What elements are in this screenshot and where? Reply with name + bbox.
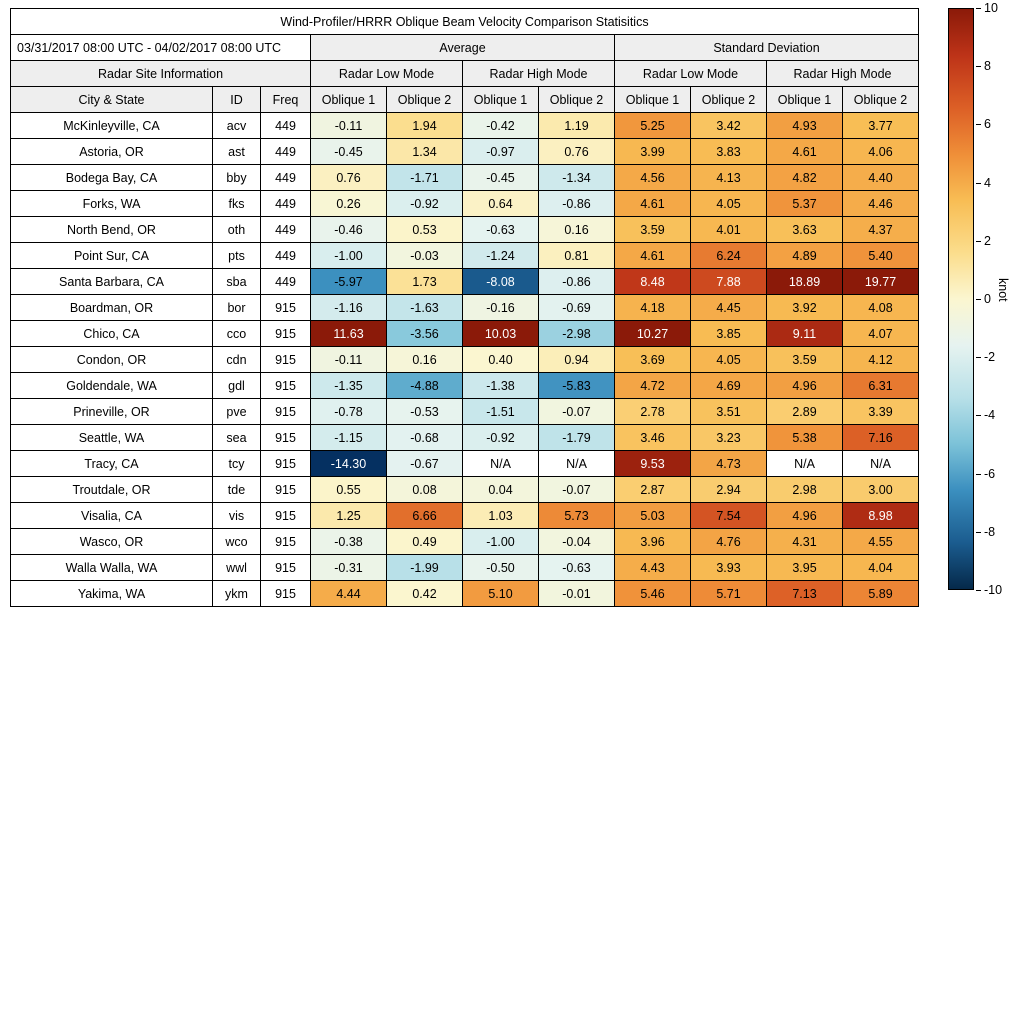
cell-value: 4.89 [767, 243, 843, 269]
cell-id: pve [213, 399, 261, 425]
cell-freq: 915 [261, 581, 311, 607]
cell-value: 3.39 [843, 399, 919, 425]
cell-city: Troutdale, OR [11, 477, 213, 503]
cell-value: 6.31 [843, 373, 919, 399]
cell-value: 4.18 [615, 295, 691, 321]
colorbar-tick-mark [976, 357, 981, 358]
colorbar-tick-mark [976, 532, 981, 533]
cell-value: 4.93 [767, 113, 843, 139]
column-header-oblique-2-1: Oblique 2 [387, 87, 463, 113]
cell-value: -0.50 [463, 555, 539, 581]
cell-city: Prineville, OR [11, 399, 213, 425]
table-row [11, 295, 919, 321]
cell-value: 0.53 [387, 217, 463, 243]
group-standard-deviation: Standard Deviation [615, 35, 919, 61]
cell-value: 4.46 [843, 191, 919, 217]
cell-value: 3.92 [767, 295, 843, 321]
cell-value: -1.71 [387, 165, 463, 191]
cell-value: -0.92 [387, 191, 463, 217]
colorbar-tick-label: 8 [984, 59, 991, 74]
table-row [11, 243, 919, 269]
group-radar-site-information: Radar Site Information [11, 61, 311, 87]
cell-freq: 449 [261, 269, 311, 295]
cell-value: 0.49 [387, 529, 463, 555]
cell-value: -1.51 [463, 399, 539, 425]
cell-value: 4.01 [691, 217, 767, 243]
cell-value: -0.78 [311, 399, 387, 425]
cell-value: 3.99 [615, 139, 691, 165]
cell-value: 4.04 [843, 555, 919, 581]
cell-value: -0.31 [311, 555, 387, 581]
cell-freq: 915 [261, 399, 311, 425]
subgroup-stddev-low-mode: Radar Low Mode [615, 61, 767, 87]
cell-value: 2.98 [767, 477, 843, 503]
table-row [11, 217, 919, 243]
cell-city: Condon, OR [11, 347, 213, 373]
cell-value: -0.11 [311, 347, 387, 373]
cell-value: 8.98 [843, 503, 919, 529]
table-row [11, 113, 919, 139]
table-row [11, 581, 919, 607]
cell-freq: 449 [261, 113, 311, 139]
cell-value: 10.03 [463, 321, 539, 347]
cell-value: 0.94 [539, 347, 615, 373]
table-header-row [11, 87, 919, 113]
colorbar-gradient [948, 8, 974, 590]
cell-value: -0.67 [387, 451, 463, 477]
cell-value: 4.08 [843, 295, 919, 321]
cell-value: 0.26 [311, 191, 387, 217]
statistics-table-body [11, 9, 919, 607]
cell-value: 11.63 [311, 321, 387, 347]
cell-value: 2.89 [767, 399, 843, 425]
cell-value: 3.63 [767, 217, 843, 243]
cell-value: 4.61 [615, 243, 691, 269]
cell-value: -0.46 [311, 217, 387, 243]
cell-value: -4.88 [387, 373, 463, 399]
cell-id: bor [213, 295, 261, 321]
colorbar-tick-label: -2 [984, 350, 996, 365]
subgroup-average-high-mode: Radar High Mode [463, 61, 615, 87]
cell-city: Tracy, CA [11, 451, 213, 477]
table-group-row-2 [11, 61, 919, 87]
cell-city: Boardman, OR [11, 295, 213, 321]
column-header-oblique-1-0: Oblique 1 [311, 87, 387, 113]
cell-value: 4.05 [691, 191, 767, 217]
cell-id: wco [213, 529, 261, 555]
column-header-city: City & State [11, 87, 213, 113]
cell-value: 4.61 [615, 191, 691, 217]
cell-id: pts [213, 243, 261, 269]
column-header-oblique-1-2: Oblique 1 [463, 87, 539, 113]
column-header-oblique-1-4: Oblique 1 [615, 87, 691, 113]
table-row [11, 165, 919, 191]
cell-value: 3.00 [843, 477, 919, 503]
statistics-table [10, 8, 919, 607]
cell-value: 4.76 [691, 529, 767, 555]
cell-id: tcy [213, 451, 261, 477]
cell-value: 3.77 [843, 113, 919, 139]
colorbar [948, 1, 1018, 598]
cell-value: -0.38 [311, 529, 387, 555]
cell-value: -0.45 [311, 139, 387, 165]
cell-value: -1.34 [539, 165, 615, 191]
colorbar-tick-label: -6 [984, 466, 996, 481]
cell-value: 3.69 [615, 347, 691, 373]
cell-value: 3.93 [691, 555, 767, 581]
cell-value: 4.96 [767, 503, 843, 529]
cell-value: 5.10 [463, 581, 539, 607]
cell-value: -0.04 [539, 529, 615, 555]
statistics-table-container [10, 8, 919, 607]
cell-value: 2.78 [615, 399, 691, 425]
cell-value: 1.19 [539, 113, 615, 139]
cell-value: 0.55 [311, 477, 387, 503]
cell-value: 2.94 [691, 477, 767, 503]
cell-value: -1.00 [311, 243, 387, 269]
cell-value: 0.04 [463, 477, 539, 503]
colorbar-tick-mark [976, 124, 981, 125]
colorbar-tick-label: -10 [984, 583, 1003, 597]
cell-freq: 915 [261, 425, 311, 451]
cell-value: 5.03 [615, 503, 691, 529]
cell-value: -1.79 [539, 425, 615, 451]
cell-value: -0.86 [539, 269, 615, 295]
colorbar-tick-label: 2 [984, 233, 991, 248]
cell-value: 19.77 [843, 269, 919, 295]
cell-value: 8.48 [615, 269, 691, 295]
cell-value: -0.45 [463, 165, 539, 191]
colorbar-tick-mark [976, 299, 981, 300]
cell-freq: 449 [261, 217, 311, 243]
cell-freq: 449 [261, 165, 311, 191]
table-row [11, 555, 919, 581]
cell-value: -1.38 [463, 373, 539, 399]
cell-value: 5.71 [691, 581, 767, 607]
cell-value: 0.16 [539, 217, 615, 243]
cell-value: 3.59 [767, 347, 843, 373]
cell-value: -0.07 [539, 477, 615, 503]
cell-value: 3.59 [615, 217, 691, 243]
cell-value: -0.42 [463, 113, 539, 139]
cell-value: 1.73 [387, 269, 463, 295]
cell-value: N/A [539, 451, 615, 477]
colorbar-tick-label: 0 [984, 292, 991, 306]
cell-city: Goldendale, WA [11, 373, 213, 399]
cell-value: 1.94 [387, 113, 463, 139]
table-row [11, 373, 919, 399]
cell-value: 0.76 [539, 139, 615, 165]
cell-city: North Bend, OR [11, 217, 213, 243]
column-header-freq: Freq [261, 87, 311, 113]
cell-freq: 915 [261, 451, 311, 477]
table-row [11, 321, 919, 347]
cell-value: -3.56 [387, 321, 463, 347]
column-header-id: ID [213, 87, 261, 113]
cell-value: 3.96 [615, 529, 691, 555]
cell-value: 1.25 [311, 503, 387, 529]
cell-value: 6.66 [387, 503, 463, 529]
cell-value: 4.06 [843, 139, 919, 165]
cell-value: N/A [767, 451, 843, 477]
cell-value: -1.16 [311, 295, 387, 321]
cell-value: 4.05 [691, 347, 767, 373]
cell-value: 5.89 [843, 581, 919, 607]
cell-value: -5.83 [539, 373, 615, 399]
cell-value: -8.08 [463, 269, 539, 295]
cell-freq: 915 [261, 295, 311, 321]
cell-value: 4.72 [615, 373, 691, 399]
colorbar-tick-mark [976, 66, 981, 67]
cell-freq: 449 [261, 139, 311, 165]
table-row [11, 139, 919, 165]
cell-value: -1.35 [311, 373, 387, 399]
cell-value: 4.12 [843, 347, 919, 373]
table-row [11, 347, 919, 373]
cell-value: 4.45 [691, 295, 767, 321]
cell-value: 5.38 [767, 425, 843, 451]
cell-value: 3.51 [691, 399, 767, 425]
cell-value: 4.61 [767, 139, 843, 165]
colorbar-tick-label: -4 [984, 408, 996, 423]
cell-freq: 915 [261, 373, 311, 399]
cell-freq: 915 [261, 529, 311, 555]
table-row [11, 425, 919, 451]
cell-freq: 915 [261, 347, 311, 373]
cell-value: -1.63 [387, 295, 463, 321]
cell-value: -2.98 [539, 321, 615, 347]
cell-value: -0.86 [539, 191, 615, 217]
cell-freq: 915 [261, 477, 311, 503]
cell-id: sea [213, 425, 261, 451]
cell-value: 4.56 [615, 165, 691, 191]
cell-value: 0.42 [387, 581, 463, 607]
cell-id: tde [213, 477, 261, 503]
cell-value: -0.07 [539, 399, 615, 425]
cell-id: bby [213, 165, 261, 191]
cell-freq: 449 [261, 191, 311, 217]
cell-value: -1.15 [311, 425, 387, 451]
colorbar-tick-label: 10 [984, 1, 998, 15]
cell-value: 0.08 [387, 477, 463, 503]
table-row [11, 451, 919, 477]
cell-value: -0.69 [539, 295, 615, 321]
cell-value: 0.16 [387, 347, 463, 373]
cell-value: 6.24 [691, 243, 767, 269]
cell-id: acv [213, 113, 261, 139]
cell-value: 5.37 [767, 191, 843, 217]
cell-city: Wasco, OR [11, 529, 213, 555]
cell-value: -0.01 [539, 581, 615, 607]
cell-city: Astoria, OR [11, 139, 213, 165]
cell-value: -0.11 [311, 113, 387, 139]
cell-value: 7.13 [767, 581, 843, 607]
table-row [11, 477, 919, 503]
colorbar-tick-label: 4 [984, 175, 991, 190]
cell-id: wwl [213, 555, 261, 581]
cell-value: 4.69 [691, 373, 767, 399]
table-title-row [11, 9, 919, 35]
colorbar-tick-mark [976, 8, 981, 9]
cell-value: 0.81 [539, 243, 615, 269]
subgroup-stddev-high-mode: Radar High Mode [767, 61, 919, 87]
cell-value: 4.40 [843, 165, 919, 191]
table-row [11, 269, 919, 295]
colorbar-tick-label: -8 [984, 524, 996, 539]
cell-value: -0.03 [387, 243, 463, 269]
cell-value: 3.42 [691, 113, 767, 139]
column-header-oblique-2-5: Oblique 2 [691, 87, 767, 113]
cell-value: 4.73 [691, 451, 767, 477]
cell-value: -0.63 [539, 555, 615, 581]
cell-value: -14.30 [311, 451, 387, 477]
cell-city: Bodega Bay, CA [11, 165, 213, 191]
figure-title: Wind-Profiler/HRRR Oblique Beam Velocity Comparison Statisitics [11, 9, 919, 35]
cell-freq: 915 [261, 321, 311, 347]
cell-freq: 915 [261, 555, 311, 581]
cell-value: 0.76 [311, 165, 387, 191]
colorbar-tick-mark [976, 474, 981, 475]
cell-value: -5.97 [311, 269, 387, 295]
table-row [11, 529, 919, 555]
cell-value: -0.68 [387, 425, 463, 451]
cell-city: McKinleyville, CA [11, 113, 213, 139]
colorbar-axis-label: knot [996, 278, 1010, 302]
cell-city: Visalia, CA [11, 503, 213, 529]
cell-value: 1.03 [463, 503, 539, 529]
cell-city: Walla Walla, WA [11, 555, 213, 581]
period-label: 03/31/2017 08:00 UTC - 04/02/2017 08:00 UTC [11, 35, 311, 61]
table-row [11, 503, 919, 529]
cell-value: -0.16 [463, 295, 539, 321]
group-average: Average [311, 35, 615, 61]
colorbar-tick-mark [976, 241, 981, 242]
cell-id: fks [213, 191, 261, 217]
cell-value: 4.31 [767, 529, 843, 555]
colorbar-tick-mark [976, 183, 981, 184]
cell-value: 5.25 [615, 113, 691, 139]
table-group-row-1 [11, 35, 919, 61]
cell-city: Santa Barbara, CA [11, 269, 213, 295]
cell-value: 4.43 [615, 555, 691, 581]
cell-value: 4.07 [843, 321, 919, 347]
cell-value: -0.53 [387, 399, 463, 425]
cell-value: 4.96 [767, 373, 843, 399]
cell-value: -0.97 [463, 139, 539, 165]
cell-value: 9.53 [615, 451, 691, 477]
cell-value: N/A [463, 451, 539, 477]
cell-id: cdn [213, 347, 261, 373]
column-header-oblique-1-6: Oblique 1 [767, 87, 843, 113]
cell-freq: 915 [261, 503, 311, 529]
cell-value: 0.40 [463, 347, 539, 373]
cell-city: Seattle, WA [11, 425, 213, 451]
cell-city: Forks, WA [11, 191, 213, 217]
cell-id: gdl [213, 373, 261, 399]
cell-value: -0.92 [463, 425, 539, 451]
cell-value: 18.89 [767, 269, 843, 295]
cell-id: vis [213, 503, 261, 529]
cell-id: ast [213, 139, 261, 165]
column-header-oblique-2-7: Oblique 2 [843, 87, 919, 113]
cell-freq: 449 [261, 243, 311, 269]
cell-city: Yakima, WA [11, 581, 213, 607]
cell-value: -1.24 [463, 243, 539, 269]
cell-value: 2.87 [615, 477, 691, 503]
subgroup-average-low-mode: Radar Low Mode [311, 61, 463, 87]
cell-value: 5.46 [615, 581, 691, 607]
cell-value: 3.23 [691, 425, 767, 451]
table-row [11, 399, 919, 425]
cell-value: 4.82 [767, 165, 843, 191]
cell-id: cco [213, 321, 261, 347]
cell-value: 7.54 [691, 503, 767, 529]
cell-id: oth [213, 217, 261, 243]
cell-value: 5.40 [843, 243, 919, 269]
colorbar-tick-mark [976, 415, 981, 416]
cell-id: sba [213, 269, 261, 295]
table-row [11, 191, 919, 217]
cell-value: 4.37 [843, 217, 919, 243]
cell-value: 4.13 [691, 165, 767, 191]
cell-value: 3.46 [615, 425, 691, 451]
cell-value: 0.64 [463, 191, 539, 217]
cell-city: Chico, CA [11, 321, 213, 347]
cell-city: Point Sur, CA [11, 243, 213, 269]
cell-value: 5.73 [539, 503, 615, 529]
cell-value: 3.83 [691, 139, 767, 165]
cell-value: -0.63 [463, 217, 539, 243]
cell-value: 7.16 [843, 425, 919, 451]
cell-value: -1.99 [387, 555, 463, 581]
colorbar-tick-mark [976, 590, 981, 591]
cell-value: -1.00 [463, 529, 539, 555]
cell-value: 3.95 [767, 555, 843, 581]
cell-value: 10.27 [615, 321, 691, 347]
cell-value: 4.55 [843, 529, 919, 555]
colorbar-tick-label: 6 [984, 117, 991, 132]
column-header-oblique-2-3: Oblique 2 [539, 87, 615, 113]
cell-value: 3.85 [691, 321, 767, 347]
cell-value: 4.44 [311, 581, 387, 607]
cell-value: 1.34 [387, 139, 463, 165]
cell-value: 9.11 [767, 321, 843, 347]
cell-value: N/A [843, 451, 919, 477]
cell-value: 7.88 [691, 269, 767, 295]
cell-id: ykm [213, 581, 261, 607]
